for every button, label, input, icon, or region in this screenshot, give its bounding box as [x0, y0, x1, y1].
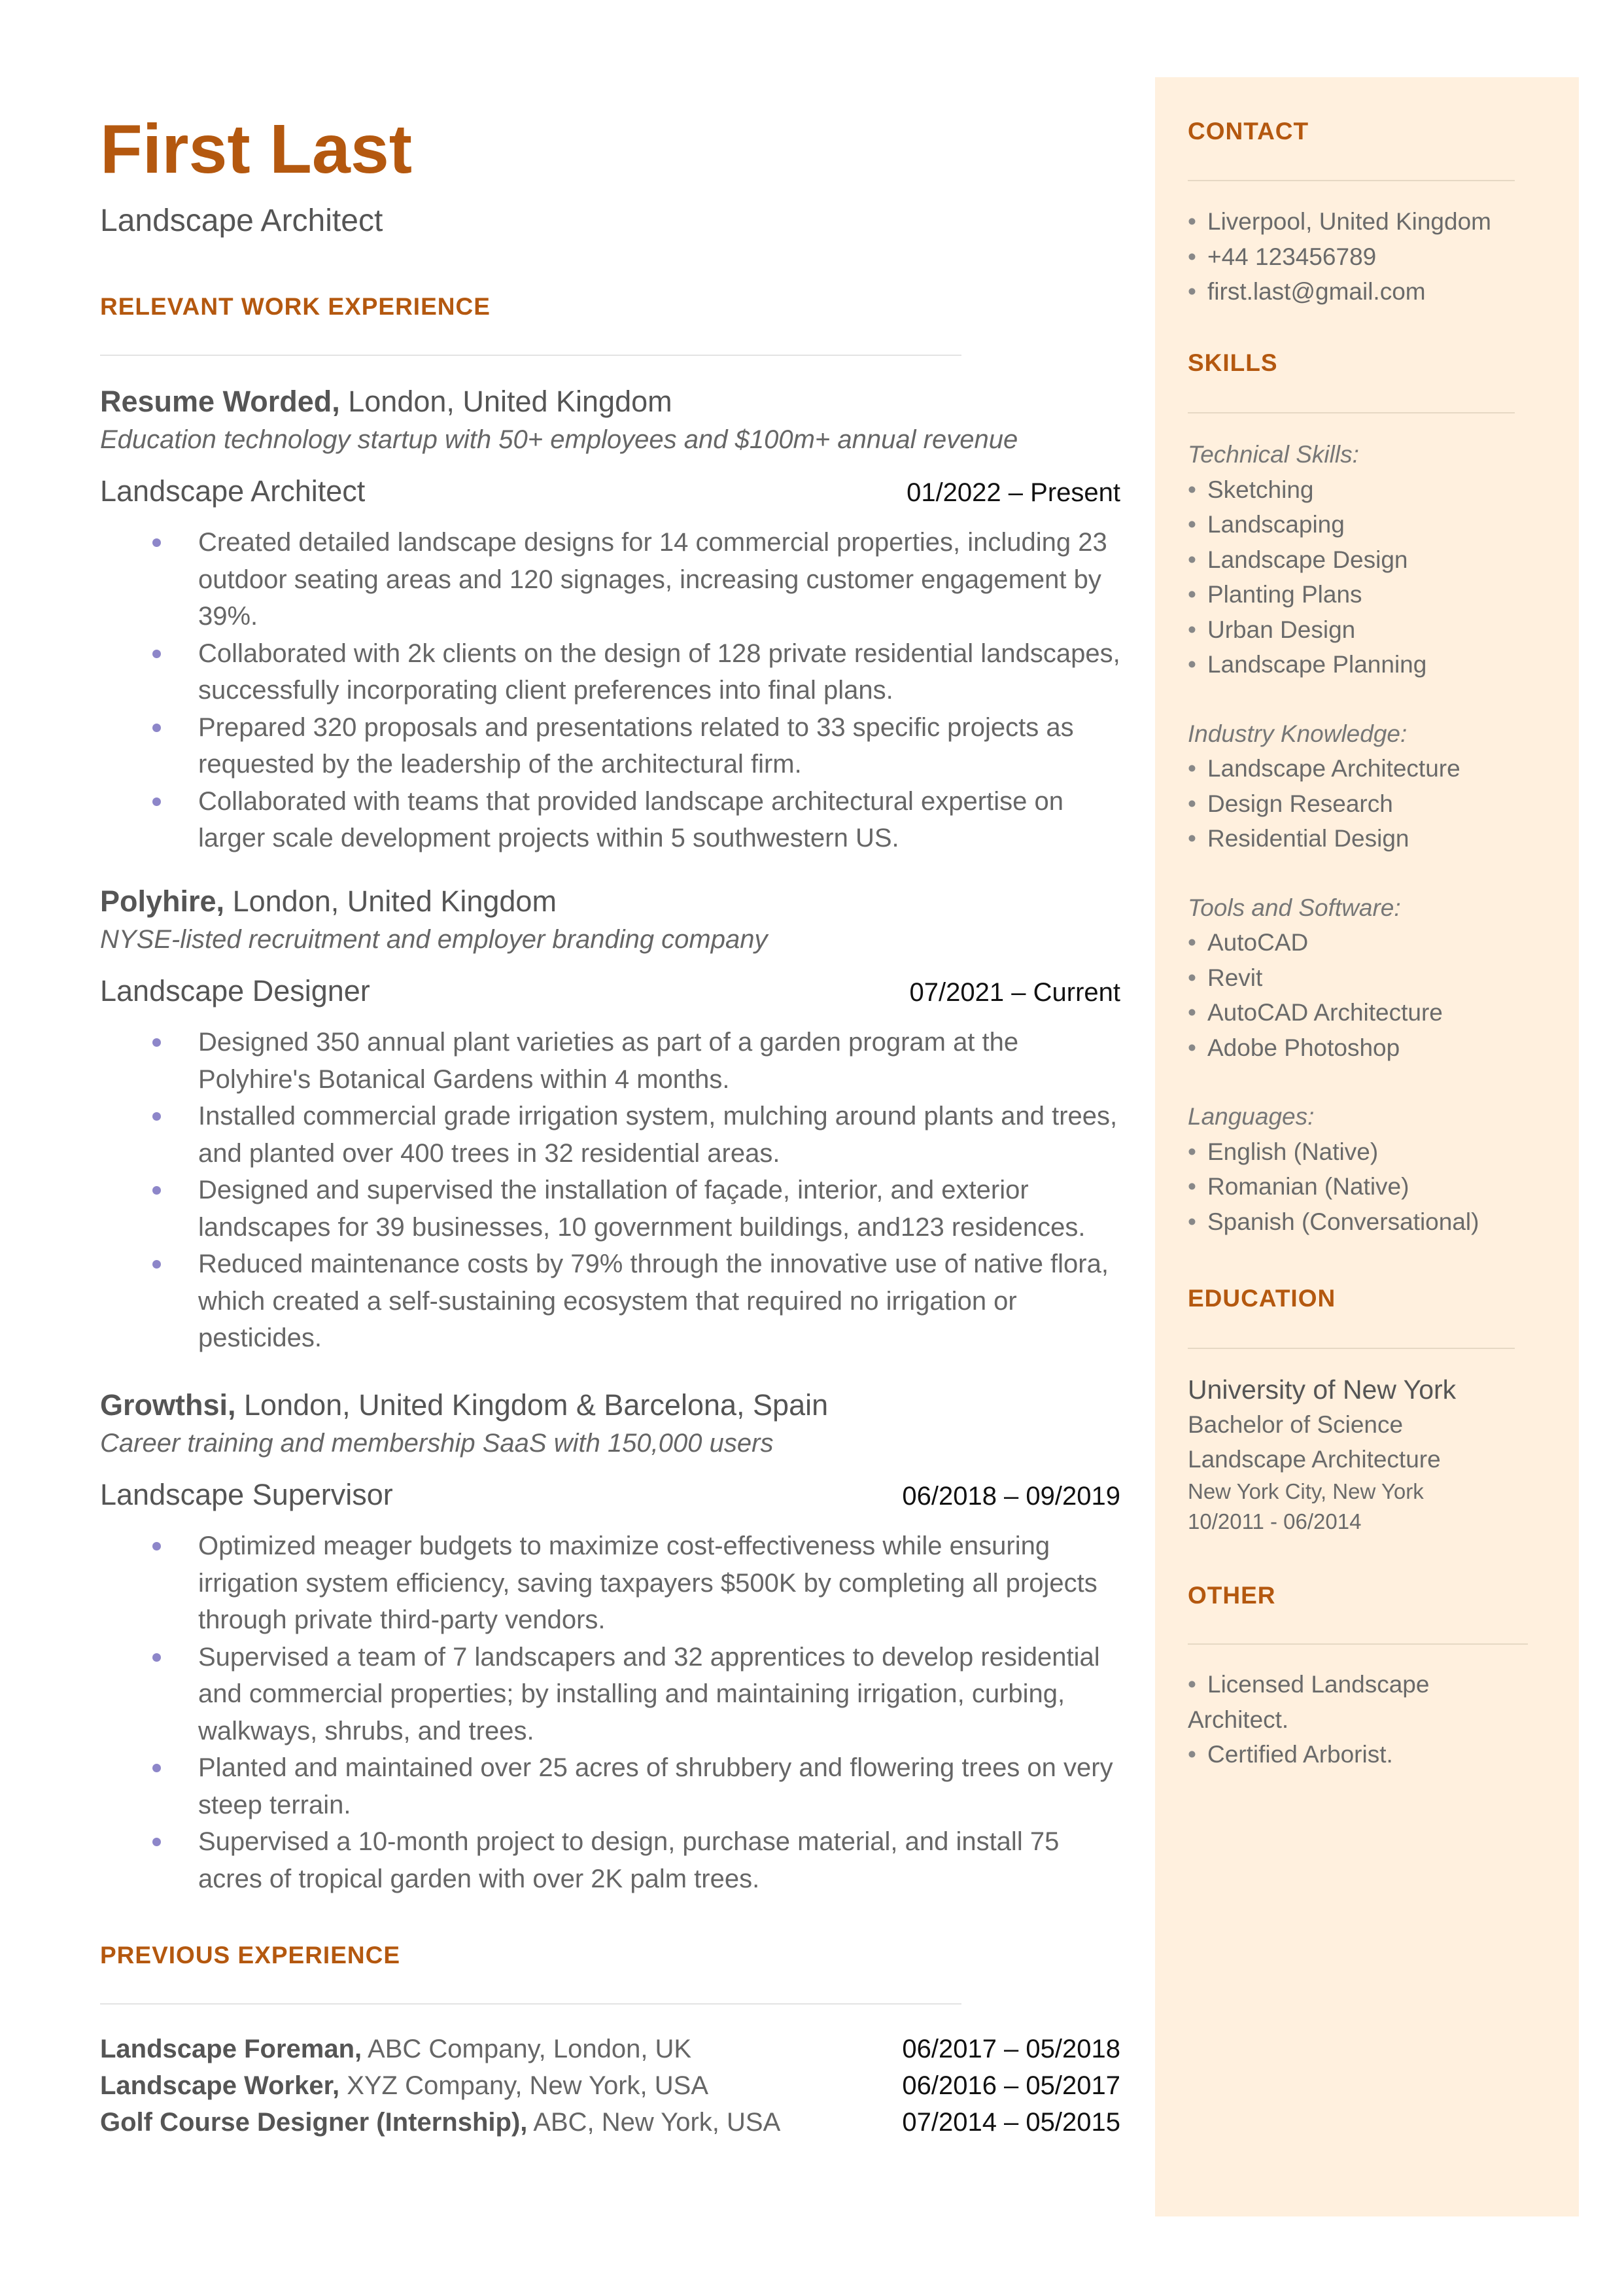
list-item: Optimized meager budgets to maximize cost-effectiveness while ensuring irrigation system efficiency, saving taxpayers $500K by completing all projects through private third-party vendors. — [198, 1528, 1120, 1639]
list-item: • Romanian (Native) — [1188, 1169, 1554, 1204]
skills-list-languages — [1188, 1134, 1554, 1240]
list-item: Collaborated with teams that provided landscape architectural expertise on larger scale development projects within 5 southwestern US. — [198, 783, 1120, 857]
list-item: • AutoCAD Architecture — [1188, 995, 1554, 1030]
job-bullets — [100, 1024, 1120, 1357]
list-item: • Licensed Landscape — [1188, 1667, 1429, 1702]
bullet-icon: • — [1188, 1671, 1196, 1698]
list-item: • Sketching — [1188, 472, 1554, 508]
previous-experience-list — [100, 2031, 1120, 2141]
company-name: Polyhire, — [100, 885, 225, 918]
job-dates: 06/2018 – 09/2019 — [902, 1482, 1120, 1511]
previous-org: ABC Company, London, UK — [362, 2035, 692, 2063]
section-title-skills: SKILLS — [1188, 349, 1278, 376]
previous-dates: 07/2014 – 05/2015 — [902, 2108, 1120, 2137]
job-title: Landscape Supervisor — [100, 1478, 393, 1511]
bullet-icon: • — [1188, 964, 1196, 991]
list-item: • Landscape Design — [1188, 542, 1554, 578]
list-item: Designed 350 annual plant varieties as part of a garden program at the Polyhire's Botanical Gardens within 4 months. — [198, 1024, 1120, 1098]
list-item: Created detailed landscape designs for 14 commercial properties, including 23 outdoor seating areas and 120 signages, increasing customer engagement by 39%. — [198, 524, 1120, 635]
previous-dates: 06/2017 – 05/2018 — [902, 2035, 1120, 2063]
section-title-contact: CONTACT — [1188, 118, 1309, 145]
job-title: Landscape Designer — [100, 974, 370, 1007]
list-item: Collaborated with 2k clients on the design of 128 private residential landscapes, successfully incorporating client preferences into final plans. — [198, 635, 1120, 709]
previous-org: XYZ Company, New York, USA — [339, 2071, 709, 2100]
list-item: • Residential Design — [1188, 821, 1554, 856]
bullet-icon: • — [1188, 546, 1196, 573]
contact-list — [1188, 204, 1491, 309]
job-bullets — [100, 1528, 1120, 1897]
section-title-work: RELEVANT WORK EXPERIENCE — [100, 293, 491, 320]
contact-location: • Liverpool, United Kingdom — [1188, 204, 1491, 239]
previous-role-row — [100, 2104, 1120, 2141]
bullet-icon: • — [1188, 476, 1196, 503]
list-item: • Spanish (Conversational) — [1188, 1204, 1554, 1240]
job-company-line — [100, 885, 1120, 919]
candidate-name: First Last — [100, 111, 413, 188]
education-dates: 10/2011 - 06/2014 — [1188, 1509, 1362, 1533]
list-item: • Revit — [1188, 960, 1554, 996]
education-degree: Bachelor of Science — [1188, 1411, 1404, 1438]
list-item: • Planting Plans — [1188, 577, 1554, 612]
list-item: • Landscape Planning — [1188, 647, 1554, 682]
job-company-line — [100, 385, 1120, 419]
education-field: Landscape Architecture — [1188, 1446, 1441, 1473]
skills-list-technical — [1188, 472, 1554, 682]
list-item: • AutoCAD — [1188, 925, 1554, 960]
company-description: NYSE-listed recruitment and employer branding company — [100, 925, 768, 954]
skills-list-tools — [1188, 925, 1554, 1065]
company-name: Growthsi, — [100, 1388, 236, 1422]
job-entry — [100, 1388, 1120, 1897]
job-title-row — [100, 974, 1120, 1008]
other-list — [1188, 1667, 1429, 1772]
bullet-icon: • — [1188, 1741, 1196, 1768]
divider — [100, 355, 961, 356]
skills-category-label: Tools and Software: — [1188, 894, 1401, 921]
bullet-icon: • — [1188, 755, 1196, 782]
list-item: Reduced maintenance costs by 79% through the innovative use of native flora, which created a self-sustaining ecosystem that required no irrigation or pesticides. — [198, 1246, 1120, 1357]
company-description: Career training and membership SaaS with 150,000 users — [100, 1429, 774, 1458]
previous-org: ABC, New York, USA — [527, 2108, 781, 2137]
list-item-continuation: Architect. — [1188, 1706, 1289, 1733]
company-location: London, United Kingdom & Barcelona, Spain — [235, 1388, 829, 1422]
job-dates: 01/2022 – Present — [907, 478, 1120, 507]
company-location: London, United Kingdom — [224, 885, 557, 918]
list-item: Planted and maintained over 25 acres of shrubbery and flowering trees on very steep terrain. — [198, 1749, 1120, 1823]
skills-block — [1188, 437, 1554, 1239]
list-item: Designed and supervised the installation of façade, interior, and exterior landscapes for 39 businesses, 10 government buildings, and123 residences. — [198, 1172, 1120, 1246]
job-title-row — [100, 1478, 1120, 1512]
job-title-row — [100, 474, 1120, 508]
job-bullets — [100, 524, 1120, 857]
previous-role: Landscape Worker, — [100, 2071, 340, 2100]
previous-role: Golf Course Designer (Internship), — [100, 2108, 528, 2137]
skills-category-label: Industry Knowledge: — [1188, 720, 1408, 747]
company-name: Resume Worded, — [100, 385, 340, 418]
education-school: University of New York — [1188, 1375, 1457, 1405]
previous-dates: 06/2016 – 05/2017 — [902, 2071, 1120, 2100]
list-item: • Urban Design — [1188, 612, 1554, 648]
skills-category-label: Languages: — [1188, 1103, 1315, 1130]
bullet-icon: • — [1188, 1138, 1196, 1165]
bullet-icon: • — [1188, 1208, 1196, 1235]
divider — [1188, 1643, 1528, 1645]
bullet-icon: • — [1188, 825, 1196, 852]
section-title-education: EDUCATION — [1188, 1285, 1336, 1312]
bullet-icon: • — [1188, 278, 1196, 305]
bullet-icon: • — [1188, 999, 1196, 1026]
company-location: London, United Kingdom — [339, 385, 672, 418]
job-title: Landscape Architect — [100, 474, 366, 508]
previous-role: Landscape Foreman, — [100, 2035, 362, 2063]
divider — [1188, 412, 1515, 413]
company-description: Education technology startup with 50+ employees and $100m+ annual revenue — [100, 425, 1018, 454]
list-item: • Design Research — [1188, 786, 1554, 822]
job-dates: 07/2021 – Current — [909, 978, 1120, 1007]
list-item: • Certified Arborist. — [1188, 1737, 1429, 1772]
divider — [1188, 180, 1515, 181]
previous-role-row — [100, 2031, 1120, 2067]
section-title-other: OTHER — [1188, 1582, 1276, 1609]
bullet-icon: • — [1188, 616, 1196, 643]
bullet-icon: • — [1188, 790, 1196, 817]
list-item: Supervised a team of 7 landscapers and 32 apprentices to develop residential and commercial properties; by installing and maintaining irrigation, curbing, walkways, shrubs, and trees. — [198, 1639, 1120, 1750]
education-location: New York City, New York — [1188, 1479, 1424, 1503]
list-item: Prepared 320 proposals and presentations related to 33 specific projects as requested by the leadership of the architectural firm. — [198, 709, 1120, 783]
bullet-icon: • — [1188, 1034, 1196, 1061]
list-item: • English (Native) — [1188, 1134, 1554, 1170]
bullet-icon: • — [1188, 651, 1196, 678]
skills-category-label: Technical Skills: — [1188, 441, 1359, 468]
candidate-role: Landscape Architect — [100, 203, 383, 238]
job-company-line — [100, 1388, 1120, 1422]
list-item: Supervised a 10-month project to design, purchase material, and install 75 acres of tropical garden with over 2K palm trees. — [198, 1823, 1120, 1897]
job-entry — [100, 885, 1120, 1357]
bullet-icon: • — [1188, 929, 1196, 956]
education-entry — [1188, 1372, 1554, 1537]
divider — [1188, 1348, 1515, 1349]
bullet-icon: • — [1188, 581, 1196, 608]
previous-role-row — [100, 2067, 1120, 2104]
list-item: • Adobe Photoshop — [1188, 1030, 1554, 1066]
contact-phone: • +44 123456789 — [1188, 239, 1491, 275]
list-item: Installed commercial grade irrigation system, mulching around plants and trees, and planted over 400 trees in 32 residential areas. — [198, 1098, 1120, 1172]
divider — [100, 2003, 961, 2005]
list-item: • Landscaping — [1188, 507, 1554, 542]
bullet-icon: • — [1188, 208, 1196, 235]
bullet-icon: • — [1188, 243, 1196, 270]
job-entry — [100, 385, 1120, 857]
bullet-icon: • — [1188, 1173, 1196, 1200]
contact-email: • first.last@gmail.com — [1188, 274, 1491, 309]
list-item: • Landscape Architecture — [1188, 751, 1554, 786]
section-title-previous: PREVIOUS EXPERIENCE — [100, 1942, 401, 1969]
skills-list-industry — [1188, 751, 1554, 856]
bullet-icon: • — [1188, 511, 1196, 538]
